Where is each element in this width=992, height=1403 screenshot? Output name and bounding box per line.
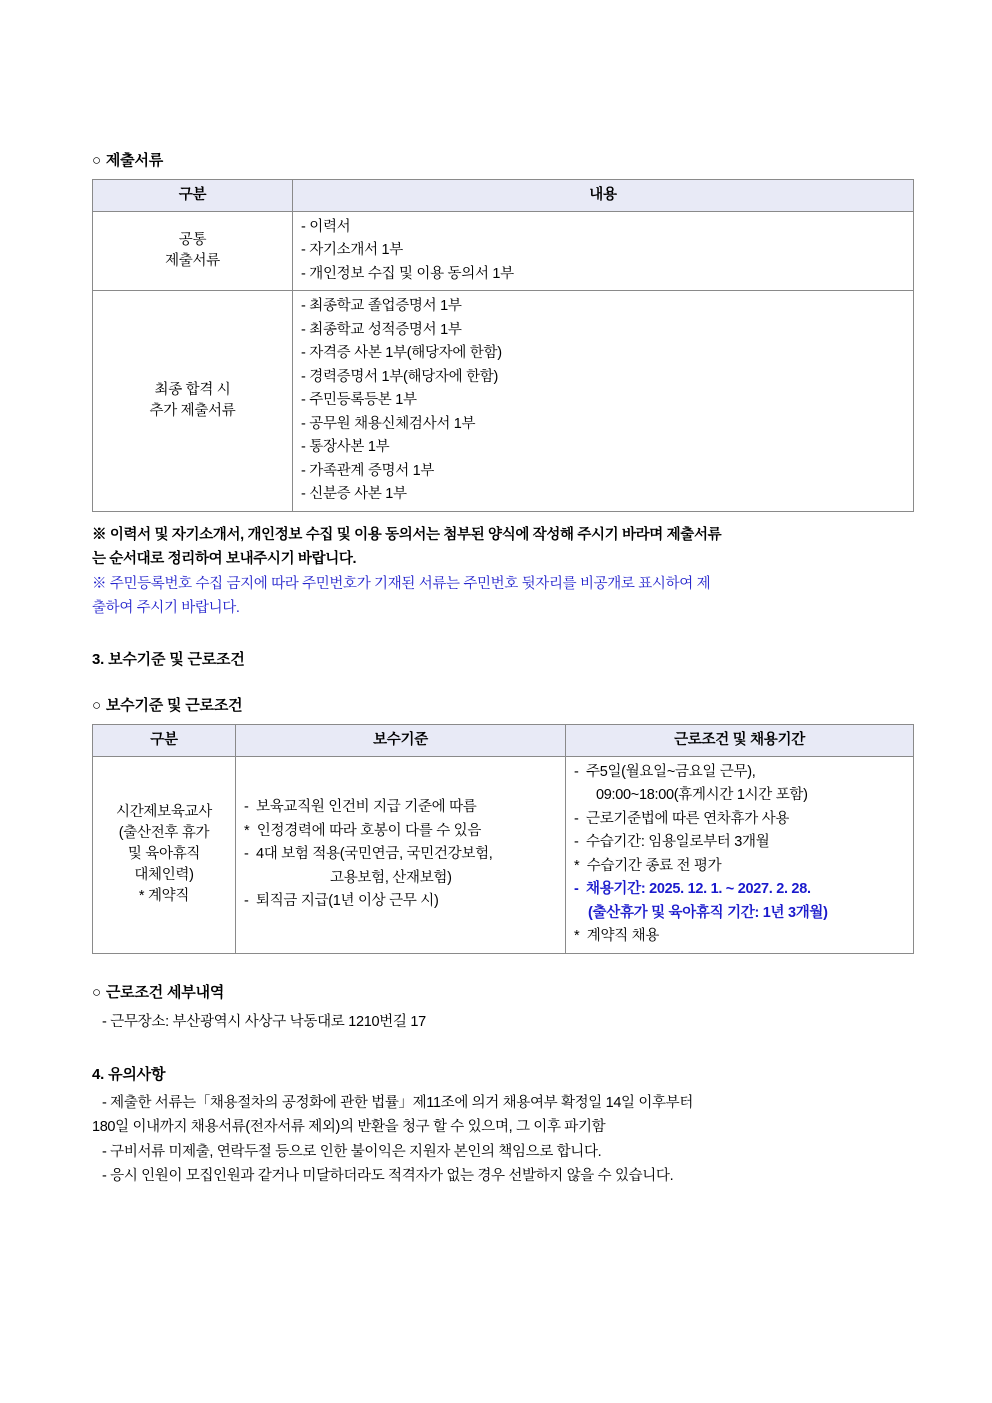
category-line: 및 육아휴직 [127, 846, 201, 863]
documents-header-category: 구분 [93, 179, 293, 211]
documents-row1-category [93, 211, 293, 290]
spacer [92, 677, 914, 695]
documents-header-content: 내용 [293, 179, 914, 211]
list-item: * 인정경력에 따라 호봉이 다를 수 있음 [244, 822, 482, 839]
list-item-period-note: (출산휴가 및 육아휴직 기간: 1년 3개월) [588, 904, 828, 921]
documents-row2-items [293, 291, 914, 511]
list-item: - 근로기준법에 따른 연차휴가 사용 [574, 810, 790, 827]
section-documents [92, 150, 914, 619]
category-line: 시간제보육교사 [116, 804, 212, 821]
category-line: (출산전후 휴가 [118, 825, 210, 842]
section-pay [92, 649, 914, 953]
pay-row-standard [236, 756, 566, 953]
notice-number-heading: 4. 유의사항 [92, 1065, 166, 1083]
table-row [93, 756, 914, 953]
category-line: 대체인력) [134, 867, 194, 884]
list-item-period: - 채용기간: 2025. 12. 1. ~ 2027. 2. 28. [574, 881, 811, 898]
note-line: 출하여 주시기 바랍니다. [92, 599, 240, 616]
pay-heading [92, 695, 914, 717]
category-line: 공통 [178, 231, 207, 248]
notice-line: - 구비서류 미제출, 연락두절 등으로 인한 불이익은 지원자 본인의 책임으로 합니다. [102, 1143, 602, 1160]
work-detail-line: - 근무장소: 부산광역시 사상구 낙동대로 1210번길 17 [102, 1013, 426, 1030]
documents-row1-items [293, 211, 914, 290]
category-line: 최종 합격 시 [154, 381, 231, 398]
list-item: - 이력서 [301, 218, 351, 235]
work-detail-heading [92, 982, 914, 1004]
pay-number-heading: 3. 보수기준 및 근로조건 [92, 651, 245, 669]
list-item: - 수습기간: 임용일로부터 3개월 [574, 834, 770, 851]
circle-mark-icon: ○ [92, 983, 101, 1001]
pay-row-conditions [566, 756, 914, 953]
note-line: ※ 이력서 및 자기소개서, 개인정보 수집 및 이용 동의서는 첨부된 양식에 작성해 주시기 바라며 제출서류 [92, 526, 722, 543]
list-item: - 공무원 채용신체검사서 1부 [301, 415, 476, 432]
notice-line: - 제출한 서류는「채용절차의 공정화에 관한 법률」제11조에 의거 채용여부 확정일 14일 이후부터 [102, 1094, 693, 1111]
notice-line: 180일 이내까지 채용서류(전자서류 제외)의 반환을 청구 할 수 있으며, 그 이후 파기함 [92, 1119, 606, 1136]
list-item: - 보육교직원 인건비 지급 기준에 따름 [244, 799, 477, 816]
list-item: - 개인정보 수집 및 이용 동의서 1부 [301, 265, 514, 282]
category-line: 제출서류 [165, 252, 220, 269]
list-item: - 통장사본 1부 [301, 439, 390, 456]
documents-notes [92, 524, 914, 620]
note-line: ※ 주민등록번호 수집 금지에 따라 주민번호가 기재된 서류는 주민번호 뒷자리를 비공개로 표시하여 제 [92, 575, 711, 592]
documents-table [92, 179, 914, 512]
pay-heading-text: 보수기준 및 근로조건 [105, 697, 243, 715]
table-header-row [93, 179, 914, 211]
notice-line: - 응시 인원이 모집인원과 같거나 미달하더라도 적격자가 없는 경우 선발하지 않을 수 있습니다. [102, 1167, 674, 1184]
list-item-cont: 고용보험, 산재보험) [330, 869, 452, 886]
pay-header-conditions: 근로조건 및 채용기간 [566, 724, 914, 756]
list-item: - 경력증명서 1부(해당자에 한함) [301, 368, 499, 385]
list-item: - 신분증 사본 1부 [301, 486, 407, 503]
list-item: - 주민등록등본 1부 [301, 392, 417, 409]
pay-header-standard: 보수기준 [236, 724, 566, 756]
list-item: - 주5일(월요일~금요일 근무), [574, 763, 756, 780]
list-item: - 최종학교 졸업증명서 1부 [301, 298, 462, 315]
note-line: 는 순서대로 정리하여 보내주시기 바랍니다. [92, 551, 357, 568]
list-item: - 퇴직금 지급(1년 이상 근무 시) [244, 893, 439, 910]
spacer [92, 621, 914, 649]
circle-mark-icon: ○ [92, 697, 101, 715]
pay-header-category: 구분 [93, 724, 236, 756]
work-detail-heading-text: 근로조건 세부내역 [105, 983, 225, 1001]
list-item: * 계약직 채용 [574, 928, 660, 945]
documents-row2-category [93, 291, 293, 511]
list-item: - 4대 보험 적용(국민연금, 국민건강보험, [244, 846, 493, 863]
category-line: * 계약직 [138, 888, 190, 905]
list-item: * 수습기간 종료 전 평가 [574, 857, 722, 874]
list-item-cont: 09:00~18:00(휴게시간 1시간 포함) [596, 787, 808, 804]
pay-row-category [93, 756, 236, 953]
section-work-detail [92, 982, 914, 1034]
list-item: - 자기소개서 1부 [301, 242, 403, 259]
section-notice [92, 1064, 914, 1189]
list-item: - 가족관계 증명서 1부 [301, 462, 435, 479]
pay-table [92, 724, 914, 954]
list-item: - 자격증 사본 1부(해당자에 한함) [301, 345, 502, 362]
spacer [92, 954, 914, 982]
circle-mark-icon: ○ [92, 152, 101, 169]
table-row [93, 291, 914, 511]
category-line: 추가 제출서류 [149, 402, 236, 419]
table-header-row [93, 724, 914, 756]
table-row [93, 211, 914, 290]
list-item: - 최종학교 성적증명서 1부 [301, 321, 462, 338]
documents-heading [92, 150, 914, 172]
spacer [92, 1036, 914, 1064]
documents-heading-text: 제출서류 [105, 152, 164, 169]
